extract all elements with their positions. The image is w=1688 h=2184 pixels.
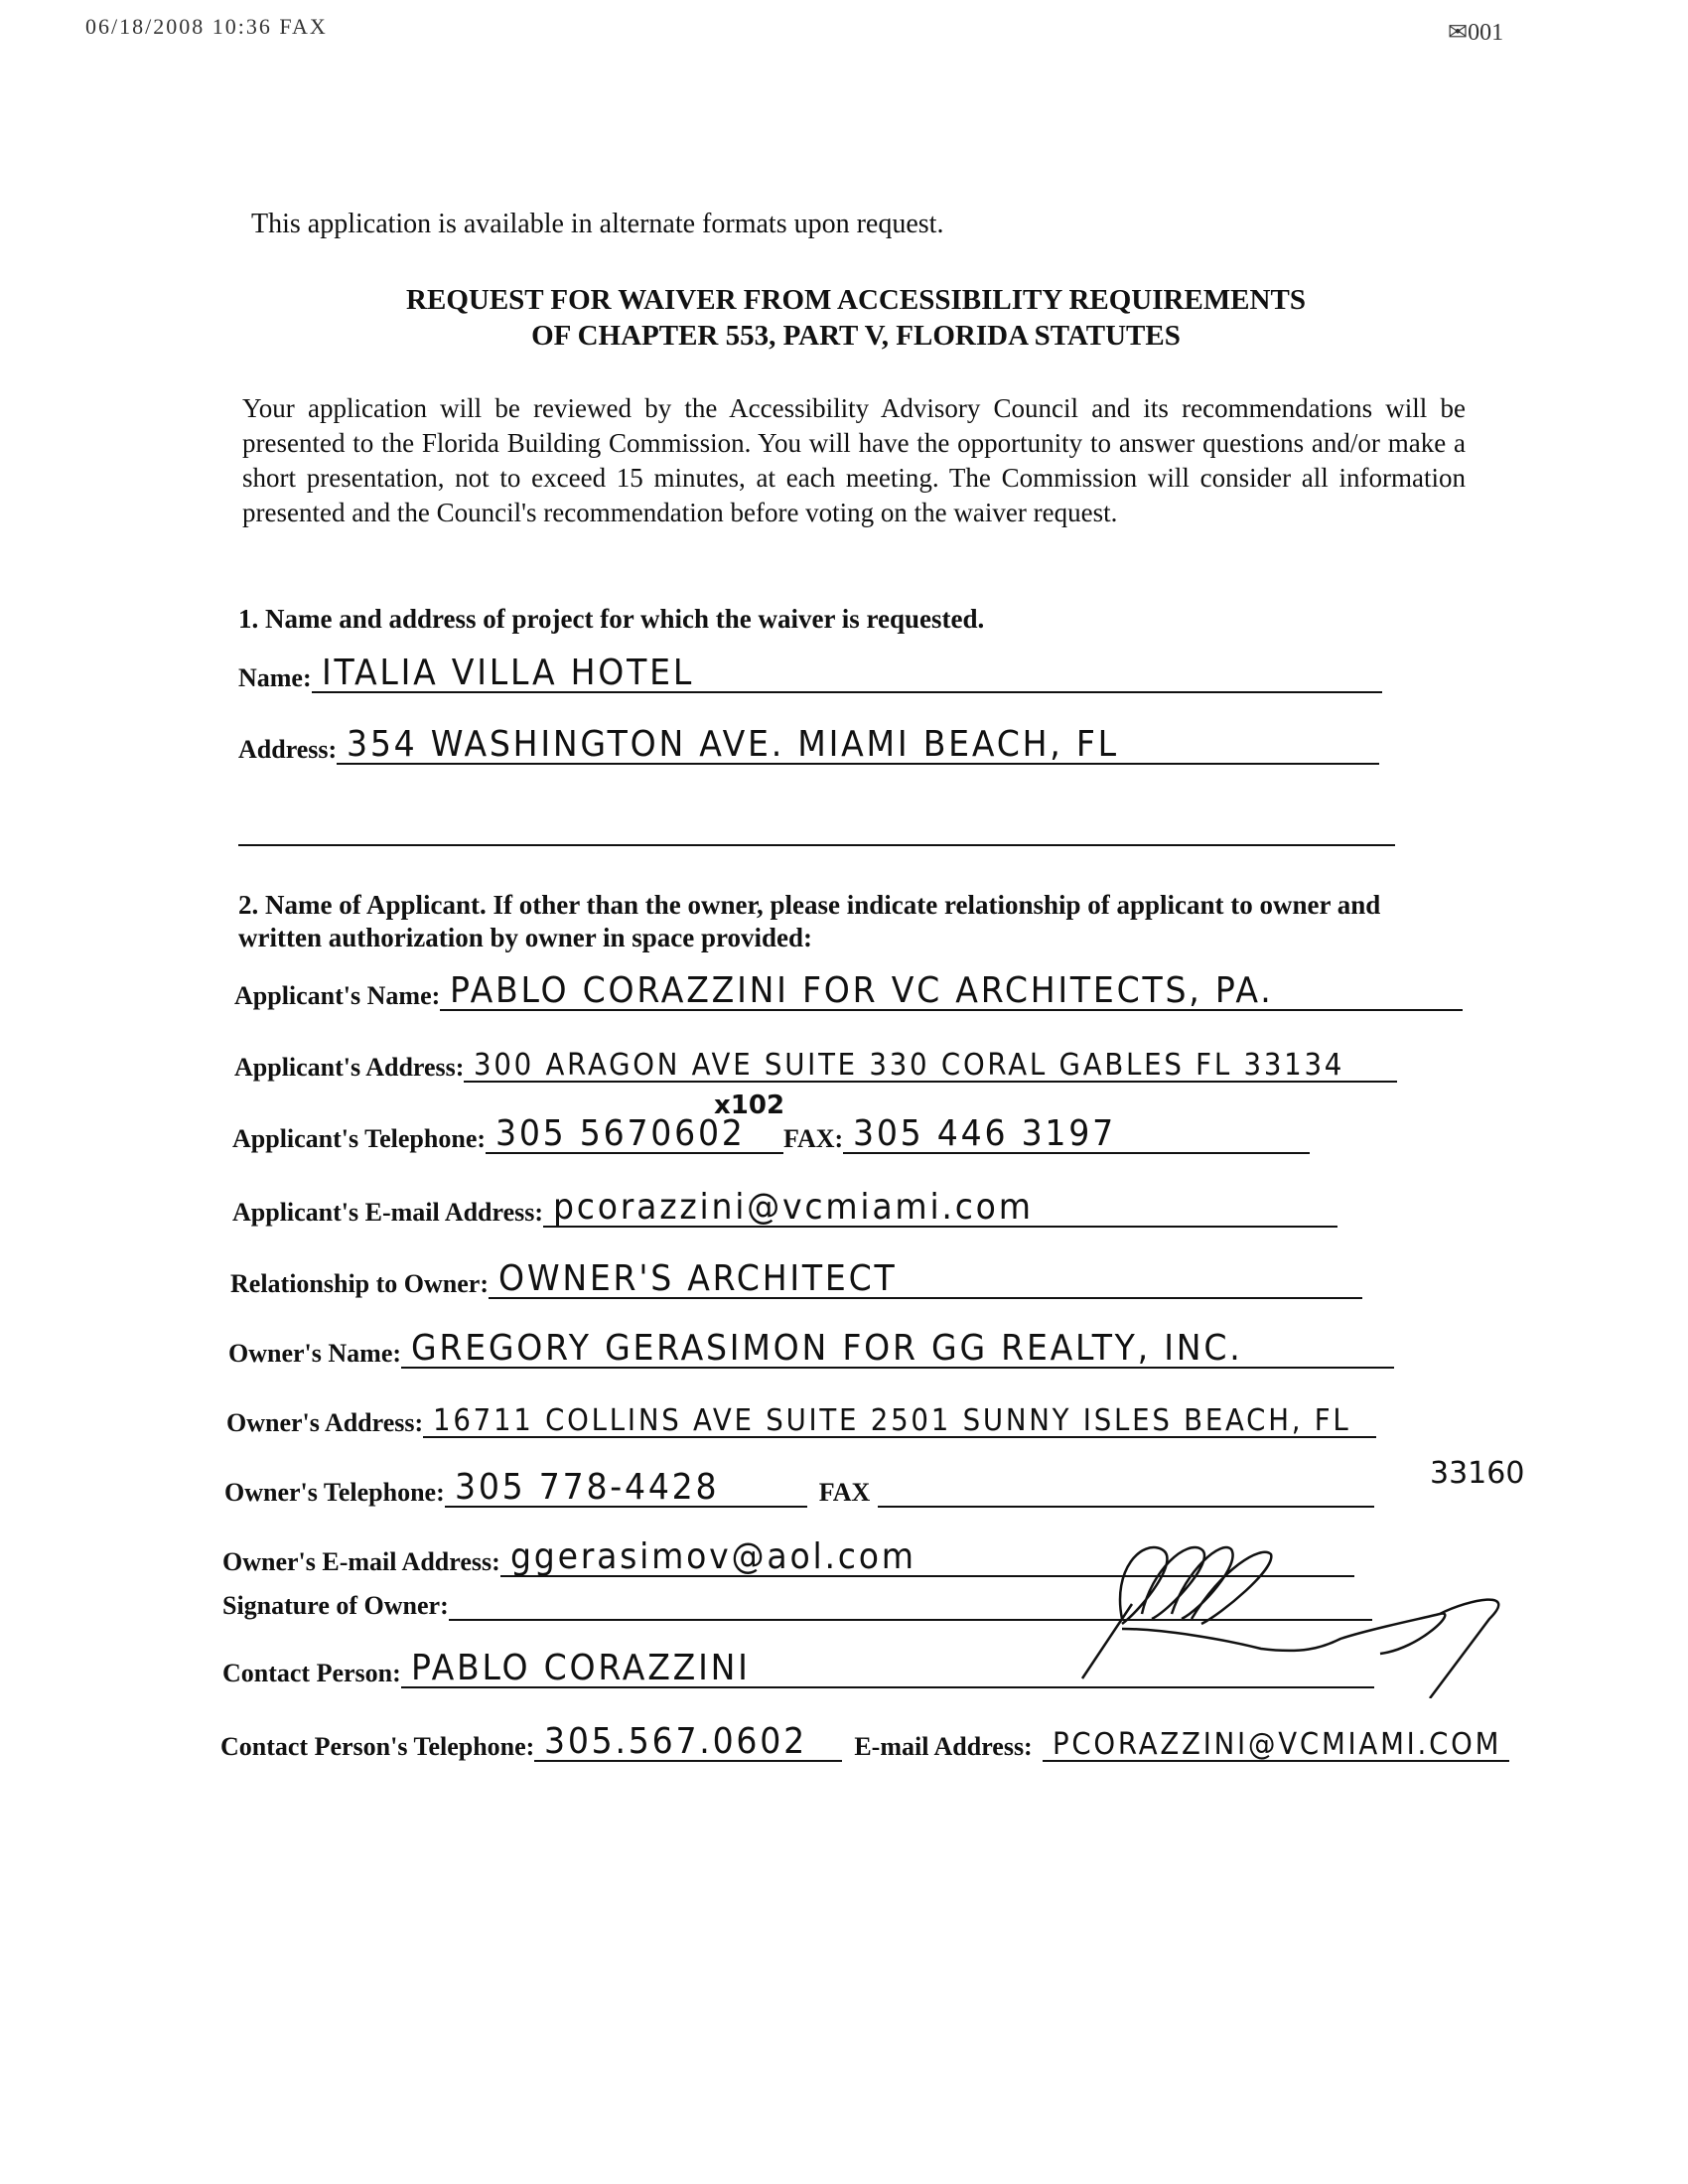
contact-telephone-value: 305.567.0602 xyxy=(544,1721,808,1762)
project-address-value: 354 WASHINGTON AVE. MIAMI BEACH, FL xyxy=(347,724,1120,765)
page-number: 001 xyxy=(1468,20,1504,46)
owner-name-row xyxy=(228,1328,1394,1369)
owner-address-field[interactable] xyxy=(423,1400,1376,1438)
applicant-name-field[interactable] xyxy=(440,970,1463,1011)
relationship-value: OWNER'S ARCHITECT xyxy=(498,1258,898,1299)
applicant-telephone-field[interactable] xyxy=(486,1091,785,1154)
relationship-row xyxy=(230,1258,1362,1299)
owner-name-label: Owner's Name: xyxy=(228,1339,402,1368)
owner-signature-label: Signature of Owner: xyxy=(222,1591,449,1620)
project-address-line2[interactable] xyxy=(238,844,1395,846)
form-title-line2: OF CHAPTER 553, PART V, FLORIDA STATUTES xyxy=(531,320,1181,352)
contact-email-value: PCORAZZINI@VCMIAMI.COM xyxy=(1052,1727,1501,1762)
project-address-field[interactable] xyxy=(337,724,1379,765)
form-title-line1: REQUEST FOR WAIVER FROM ACCESSIBILITY REQUIREMENTS xyxy=(406,284,1306,316)
contact-email-field[interactable] xyxy=(1043,1724,1509,1762)
owner-telephone-field[interactable] xyxy=(445,1467,807,1508)
owner-address-zip: 33160 xyxy=(1430,1456,1525,1491)
applicant-email-label: Applicant's E-mail Address: xyxy=(232,1198,544,1227)
applicant-fax-value: 305 446 3197 xyxy=(853,1113,1117,1154)
section1-heading: 1. Name and address of project for which the waiver is requested. xyxy=(238,604,985,634)
owner-email-value: ggerasimov@aol.com xyxy=(509,1536,916,1577)
project-name-label: Name: xyxy=(238,663,312,692)
applicant-address-label: Applicant's Address: xyxy=(234,1053,465,1082)
contact-person-value: PABLO CORAZZINI xyxy=(410,1648,751,1688)
fax-timestamp: 06/18/2008 10:36 FAX xyxy=(85,14,328,39)
owner-telephone-value: 305 778-4428 xyxy=(454,1467,720,1508)
owner-address-label: Owner's Address: xyxy=(226,1408,424,1437)
contact-telephone-field[interactable] xyxy=(534,1721,842,1762)
applicant-name-row xyxy=(234,970,1463,1011)
project-name-value: ITALIA VILLA HOTEL xyxy=(321,653,694,693)
applicant-name-label: Applicant's Name: xyxy=(234,981,441,1010)
owner-name-field[interactable] xyxy=(401,1328,1394,1369)
applicant-telephone-extension: x102 xyxy=(714,1091,785,1120)
contact-telephone-row xyxy=(220,1721,1509,1762)
applicant-name-value: PABLO CORAZZINI FOR VC ARCHITECTS, PA. xyxy=(450,970,1274,1011)
contact-person-field[interactable] xyxy=(401,1648,1374,1688)
contact-person-row xyxy=(222,1648,1374,1688)
owner-telephone-row xyxy=(224,1467,1374,1508)
owner-address-row xyxy=(226,1400,1376,1438)
owner-email-label: Owner's E-mail Address: xyxy=(222,1547,500,1576)
relationship-label: Relationship to Owner: xyxy=(230,1269,489,1298)
project-address-label: Address: xyxy=(238,735,338,764)
project-name-row xyxy=(238,655,1382,693)
section2-heading: 2. Name of Applicant. If other than the owner, please indicate relationship of applicant to owner and written authorization by owner in space provided: xyxy=(238,890,1381,952)
applicant-telephone-row xyxy=(232,1091,1310,1154)
relationship-field[interactable] xyxy=(489,1258,1362,1299)
fax-page-number xyxy=(1448,18,1503,47)
contact-telephone-label: Contact Person's Telephone: xyxy=(220,1732,535,1761)
applicant-email-row xyxy=(232,1187,1337,1228)
project-name-field[interactable] xyxy=(312,655,1382,693)
applicant-email-field[interactable] xyxy=(543,1187,1337,1228)
applicant-telephone-label: Applicant's Telephone: xyxy=(232,1124,487,1153)
applicant-address-value: 300 ARAGON AVE SUITE 330 CORAL GABLES FL 33134 xyxy=(474,1048,1345,1083)
owner-telephone-label: Owner's Telephone: xyxy=(224,1478,445,1507)
contact-person-label: Contact Person: xyxy=(222,1659,401,1687)
project-address-row xyxy=(238,724,1379,765)
applicant-fax-label: FAX: xyxy=(783,1124,844,1153)
fax-page-icon: ✉ xyxy=(1448,20,1469,46)
contact-email-label: E-mail Address: xyxy=(854,1732,1033,1761)
applicant-email-value: pcorazzini@vcmiami.com xyxy=(553,1187,1034,1228)
owner-fax-field[interactable] xyxy=(878,1470,1374,1508)
applicant-telephone-value: 305 5670602 xyxy=(495,1113,746,1154)
owner-address-value: 16711 COLLINS AVE SUITE 2501 SUNNY ISLES BEACH, FL xyxy=(433,1403,1351,1438)
applicant-address-field[interactable] xyxy=(464,1045,1397,1083)
availability-note: This application is available in alternate formats upon request. xyxy=(251,209,944,239)
intro-paragraph: Your application will be reviewed by the Accessibility Advisory Council and its recommendations will be presented to the Florida Building Commission. You will have the opportunity to answer questions and/or make a short presentation, not to exceed 15 minutes, at each meeting. The Commission will consider all information presented and the Council's recommendation before voting on the waiver request. xyxy=(242,393,1466,527)
owner-name-value: GREGORY GERASIMON FOR GG REALTY, INC. xyxy=(411,1328,1243,1369)
applicant-address-row xyxy=(234,1045,1397,1083)
applicant-fax-field[interactable] xyxy=(843,1113,1310,1154)
owner-fax-label: FAX xyxy=(818,1478,871,1507)
